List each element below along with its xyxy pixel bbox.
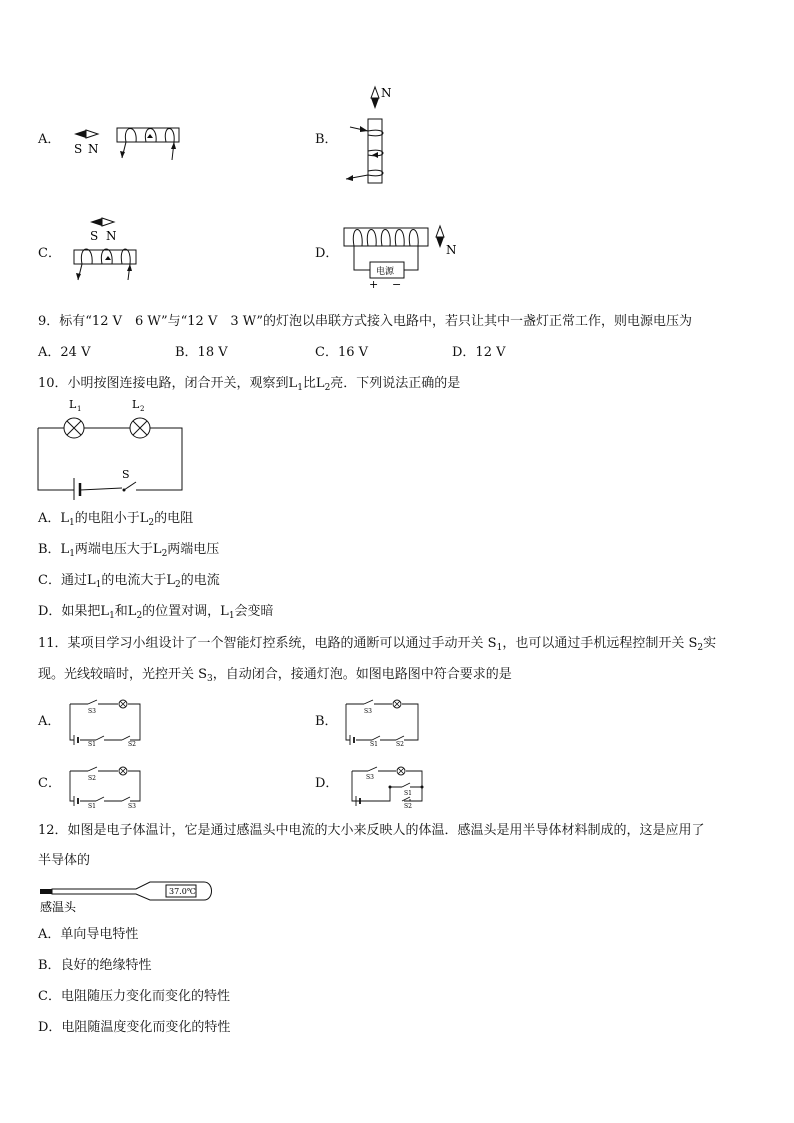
svg-text:S2: S2 <box>128 741 136 748</box>
lamp-l2-symbol <box>130 418 150 438</box>
svg-text:S1: S1 <box>88 803 96 810</box>
question-12-stem-line1: 12．如图是电子体温计，它是通过感温头中电流的大小来反映人的体温．感温头是用半导体材料制成的，这是应用了 <box>38 823 705 838</box>
lamp-l1-label: L <box>69 398 77 411</box>
source-label: 电源 <box>376 267 395 277</box>
svg-text:S1: S1 <box>88 741 96 748</box>
q11-circuit-c[interactable] <box>68 763 148 809</box>
battery-symbol <box>74 478 80 500</box>
pole-label-s: S <box>74 142 83 156</box>
solenoid-figure-b <box>340 85 410 190</box>
solenoid-figure-a <box>70 122 190 167</box>
svg-text:S1: S1 <box>404 790 412 797</box>
minus-sign: − <box>392 278 402 291</box>
q9-option-d[interactable]: D．12 V <box>452 345 506 360</box>
solenoid-figure-c <box>68 214 148 284</box>
pole-label-n: N <box>381 86 392 100</box>
q9-option-c[interactable]: C．16 V <box>315 345 369 360</box>
pole-label-s: S <box>90 229 99 243</box>
q12-option-b[interactable]: B．良好的绝缘特性 <box>38 958 152 973</box>
svg-text:S2: S2 <box>404 803 412 810</box>
option-letter: D． <box>315 246 339 261</box>
pole-label-n: N <box>88 142 99 156</box>
question-11-stem-line2: 现。光线较暗时，光控开关 $S_3$，自动闭合，接通灯泡。如图电路图中符合要求的是 <box>38 667 512 684</box>
svg-text:S3: S3 <box>366 774 374 781</box>
svg-text:S1: S1 <box>370 741 378 748</box>
svg-text:S3: S3 <box>364 708 372 715</box>
q11-circuit-a[interactable] <box>68 700 144 746</box>
q9-option-a[interactable]: A．24 V <box>38 345 91 360</box>
switch-symbol <box>122 468 136 492</box>
q12-option-c[interactable]: C．电阻随压力变化而变化的特性 <box>38 989 230 1004</box>
question-12-stem-line2: 半导体的 <box>38 853 91 868</box>
option-letter: C． <box>38 246 61 261</box>
svg-text:1: 1 <box>77 405 82 413</box>
q12-option-d[interactable]: D．电阻随温度变化而变化的特性 <box>38 1020 231 1035</box>
q10-option-b[interactable]: B．$L_1$两端电压大于$L_2$两端电压 <box>38 542 220 559</box>
q10-option-d[interactable]: D．如果把$L_1$和$L_2$的位置对调，$L_1$会变暗 <box>38 604 274 621</box>
svg-text:2: 2 <box>140 405 145 413</box>
q9-option-b[interactable]: B．18 V <box>175 345 228 360</box>
q10-option-c[interactable]: C．通过$L_1$的电流大于$L_2$的电流 <box>38 573 220 590</box>
q11-circuit-b[interactable] <box>344 700 424 746</box>
q11-option-b-letter[interactable]: B． <box>315 714 338 729</box>
circuit-diagram-q10 <box>36 396 186 496</box>
pole-label-n: N <box>446 243 457 257</box>
lamp-l2-label: L <box>132 398 140 411</box>
svg-text:S2: S2 <box>396 741 404 748</box>
pole-label-n: N <box>106 229 117 243</box>
thermometer-display-reading: 37.0℃ <box>169 887 196 896</box>
question-11-stem-line1: 11．某项目学习小组设计了一个智能灯控系统，电路的通断可以通过手动开关 $S_1$，也可以通过手机远程控制开关 $S_2$实 <box>38 636 717 653</box>
option-letter: A． <box>38 132 61 147</box>
plus-sign: + <box>369 278 379 291</box>
q11-option-d-letter[interactable]: D． <box>315 776 339 791</box>
probe-label: 感温头 <box>40 900 77 914</box>
q11-option-c-letter[interactable]: C． <box>38 776 61 791</box>
q10-option-a[interactable]: A．$L_1$的电阻小于$L_2$的电阻 <box>38 511 194 528</box>
question-10-stem: 10．小明按图连接电路，闭合开关，观察到$L_1$比$L_2$亮．下列说法正确的是 <box>38 376 461 393</box>
svg-text:S3: S3 <box>88 708 96 715</box>
svg-text:S3: S3 <box>128 803 136 810</box>
q12-option-a[interactable]: A．单向导电特性 <box>38 927 139 942</box>
option-letter: B． <box>315 132 338 147</box>
question-9-stem: 9．标有“12 V 6 W”与“12 V 3 W”的灯泡以串联方式接入电路中，若只让其中一盏灯正常工作，则电源电压为 <box>38 314 692 329</box>
svg-text:S2: S2 <box>88 775 96 782</box>
lamp-l1-symbol <box>64 418 84 438</box>
q11-circuit-d[interactable] <box>350 763 430 810</box>
solenoid-figure-d <box>342 222 462 290</box>
switch-s-label: S <box>122 468 130 481</box>
thermometer-figure <box>38 880 218 916</box>
q11-option-a-letter[interactable]: A． <box>38 714 61 729</box>
